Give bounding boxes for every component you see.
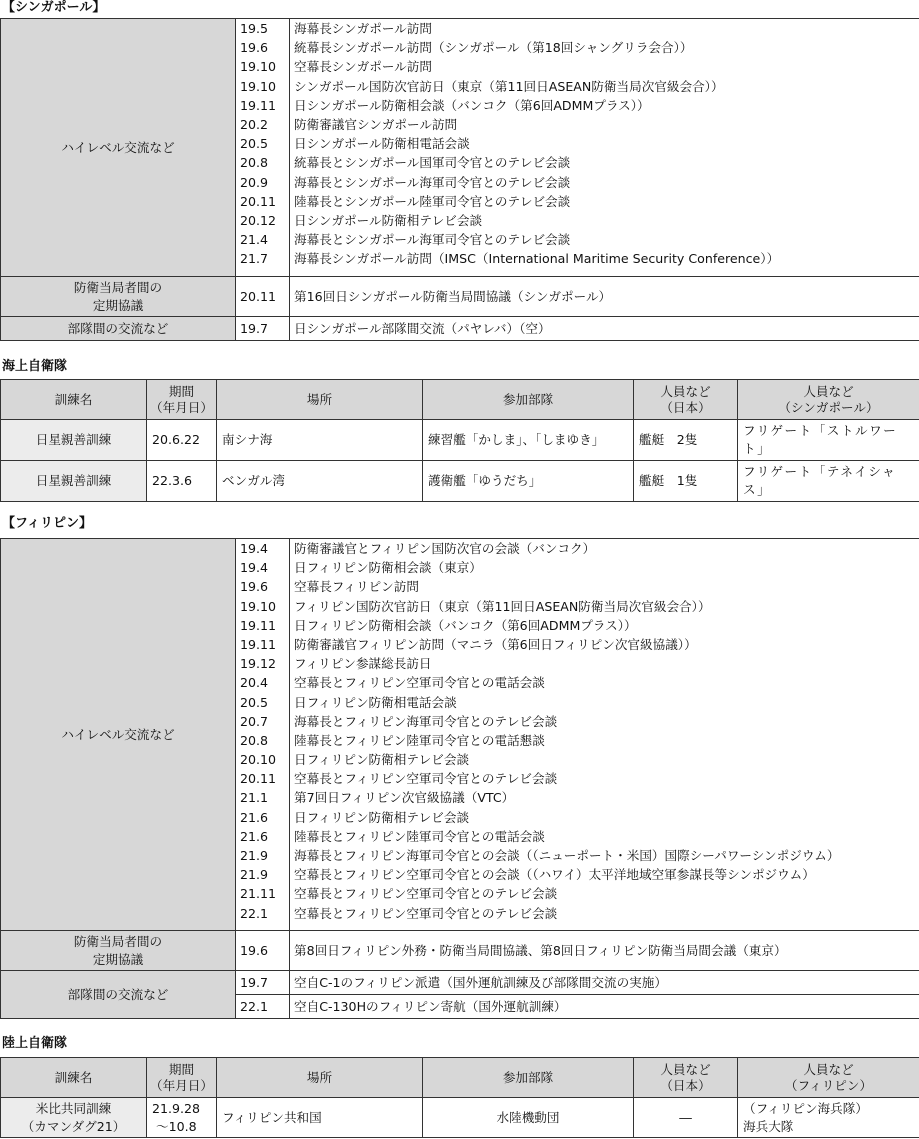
partner-line2: ス」 xyxy=(743,482,772,497)
category-regular-consultation xyxy=(1,931,236,971)
training-units: 水陸機動団 xyxy=(423,1098,634,1138)
header-partner-line2: （シンガポール） xyxy=(778,399,879,415)
list-item-date: 19.11 xyxy=(240,97,277,113)
header-period-line2: （年月日） xyxy=(150,1077,213,1093)
table-row xyxy=(1,420,919,461)
list-item: 空幕長シンガポール訪問 xyxy=(294,59,432,75)
header-period-line1: 期間 xyxy=(168,383,195,399)
list-item: 海幕長とシンガポール海軍司令官とのテレビ会談 xyxy=(294,232,571,248)
list-item: 第7回日フィリピン次官級協議（VTC） xyxy=(294,790,515,806)
list-item: 海幕長とフィリピン海軍司令官との会談（（ニューポート・米国）国際シーパワーシンポジウム） xyxy=(294,848,840,863)
header-jp-line1: 人員など xyxy=(660,1061,711,1077)
list-item-date: 20.8 xyxy=(240,732,269,748)
training-personnel-japan: ― xyxy=(634,1098,738,1138)
list-item-date: 19.6 xyxy=(240,579,269,595)
list-item-date: 19.6 xyxy=(240,40,269,56)
list-item-date: 20.2 xyxy=(240,116,269,132)
list-item-date: 19.10 xyxy=(240,598,277,614)
list-item-date: 20.8 xyxy=(240,155,269,171)
list-item: 海幕長シンガポール訪問（IMSC（International Maritime Security Conference）） xyxy=(294,251,780,267)
list-item-date: 21.7 xyxy=(240,251,269,267)
list-item: 日フィリピン防衛相会談（東京） xyxy=(294,560,482,576)
list-item-date: 19.4 xyxy=(240,560,269,576)
category-high-level: ハイレベル交流など xyxy=(1,539,236,931)
partner-line1: フリゲート「ストルワー xyxy=(743,423,898,438)
philippines-regular-row xyxy=(1,931,919,971)
header-partner-line1: 人員など xyxy=(803,383,854,399)
unit-text: 日シンガポール部隊間交流（パヤレバ）（空） xyxy=(290,317,919,341)
header-units: 参加部隊 xyxy=(423,380,634,420)
section-title-singapore: 【シンガポール】 xyxy=(2,0,106,15)
unit-date: 22.1 xyxy=(236,995,290,1019)
list-item: 防衛審議官シンガポール訪問 xyxy=(294,116,458,132)
list-item: 日フィリピン防衛相テレビ会談 xyxy=(294,809,470,825)
header-personnel-japan xyxy=(634,1058,738,1098)
list-item: 日フィリピン防衛相会談（バンコク（第6回ADMMプラス）） xyxy=(294,617,637,633)
category-label-line2: 定期協議 xyxy=(92,297,144,313)
list-item: 日シンガポール防衛相テレビ会談 xyxy=(294,212,483,228)
category-label-line1: 防衛当局者間の xyxy=(73,933,163,949)
singapore-exchange-table xyxy=(0,18,919,341)
training-place: フィリピン共和国 xyxy=(217,1098,423,1138)
header-training-name: 訓練名 xyxy=(1,1058,147,1098)
list-item-date: 20.9 xyxy=(240,174,269,190)
list-item-date: 21.6 xyxy=(240,809,269,825)
header-period-line2: （年月日） xyxy=(150,399,213,415)
list-item-date: 19.5 xyxy=(240,21,269,36)
regular-date: 20.11 xyxy=(236,277,290,317)
philippines-unit-row xyxy=(1,971,919,995)
header-personnel-partner xyxy=(738,380,919,420)
training-period: 22.3.6 xyxy=(147,461,217,502)
training-name-line2: （カマンダグ21） xyxy=(21,1118,126,1134)
list-item-date: 21.9 xyxy=(240,867,269,883)
philippines-high-level-row xyxy=(1,539,919,931)
category-regular-consultation xyxy=(1,277,236,317)
list-item-date: 20.5 xyxy=(240,694,269,710)
singapore-regular-row xyxy=(1,277,919,317)
header-jp-line2: （日本） xyxy=(660,1077,711,1093)
header-training-name: 訓練名 xyxy=(1,380,147,420)
list-item-date: 19.11 xyxy=(240,617,277,633)
partner-line1: （フィリピン海兵隊） xyxy=(743,1100,868,1116)
training-place: ベンガル湾 xyxy=(217,461,423,502)
list-item-date: 20.11 xyxy=(240,193,277,209)
header-place: 場所 xyxy=(217,1058,423,1098)
training-name xyxy=(1,1098,147,1138)
list-item: フィリピン国防次官訪日（東京（第11回日ASEAN防衛当局次官級会合）） xyxy=(294,598,711,614)
list-item: 防衛審議官フィリピン訪問（マニラ（第6回日フィリピン次官級協議）） xyxy=(294,636,697,652)
list-item-date: 20.7 xyxy=(240,713,269,729)
regular-text: 第8回日フィリピン外務・防衛当局間協議、第8回日フィリピン防衛当局間会議（東京） xyxy=(290,931,919,971)
category-high-level: ハイレベル交流など xyxy=(1,19,236,277)
header-partner-line1: 人員など xyxy=(803,1061,854,1077)
category-label-line1: 防衛当局者間の xyxy=(73,279,163,295)
header-personnel-japan xyxy=(634,380,738,420)
list-item: 海幕長とシンガポール海軍司令官とのテレビ会談 xyxy=(294,174,571,190)
partner-line2: 海兵大隊 xyxy=(743,1118,794,1134)
regular-date: 19.6 xyxy=(236,931,290,971)
partner-line2: ト」 xyxy=(743,441,772,456)
list-item-date: 21.4 xyxy=(240,232,269,248)
list-item: 空幕長とフィリピン空軍司令官とのテレビ会談 xyxy=(294,905,558,921)
list-item: 海幕長とフィリピン海軍司令官とのテレビ会談 xyxy=(294,713,558,729)
singapore-high-level-row xyxy=(1,19,919,277)
list-item: 海幕長シンガポール訪問 xyxy=(294,21,432,36)
category-unit-exchange: 部隊間の交流など xyxy=(1,971,236,1019)
list-item: シンガポール国防次官訪日（東京（第11回日ASEAN防衛当局次官級会合）） xyxy=(294,78,724,94)
philippines-exchange-table xyxy=(0,538,919,1019)
training-personnel-partner xyxy=(738,420,919,461)
training-personnel-partner xyxy=(738,1098,919,1138)
list-item-date: 20.5 xyxy=(240,136,269,152)
list-item-date: 19.10 xyxy=(240,59,277,75)
list-item-date: 19.10 xyxy=(240,78,277,94)
list-item: 日シンガポール防衛相電話会談 xyxy=(294,136,470,152)
header-personnel-partner xyxy=(738,1058,919,1098)
training-name-line1: 米比共同訓練 xyxy=(35,1100,112,1116)
high-level-items xyxy=(290,19,919,277)
high-level-items xyxy=(290,539,919,931)
training-period xyxy=(147,1098,217,1138)
list-item-date: 21.6 xyxy=(240,828,269,844)
list-item-date: 19.11 xyxy=(240,636,277,652)
table-row xyxy=(1,1098,919,1138)
list-item: 防衛審議官とフィリピン国防次官の会談（バンコク） xyxy=(294,541,596,556)
list-item: 日フィリピン防衛相電話会談 xyxy=(294,694,457,710)
training-period: 20.6.22 xyxy=(147,420,217,461)
table-header-row xyxy=(1,380,919,420)
msdf-training-table xyxy=(0,379,919,502)
category-label-line2: 定期協議 xyxy=(92,951,144,967)
training-units: 護衛艦「ゆうだち」 xyxy=(423,461,634,502)
list-item: 空幕長とフィリピン空軍司令官との電話会談 xyxy=(294,675,545,691)
period-line1: 21.9.28 xyxy=(152,1100,201,1116)
section-title-philippines: 【フィリピン】 xyxy=(2,516,92,531)
training-place: 南シナ海 xyxy=(217,420,423,461)
list-item: 空幕長フィリピン訪問 xyxy=(294,579,419,595)
list-item-date: 21.1 xyxy=(240,790,269,806)
training-personnel-japan: 艦艇 2隻 xyxy=(634,420,738,461)
list-item-date: 20.10 xyxy=(240,752,277,768)
table-row xyxy=(1,461,919,502)
header-period xyxy=(147,380,217,420)
high-level-dates xyxy=(236,539,290,931)
category-unit-exchange: 部隊間の交流など xyxy=(1,317,236,341)
list-item: 日フィリピン防衛相テレビ会談 xyxy=(294,752,470,768)
unit-date: 19.7 xyxy=(236,317,290,341)
training-personnel-partner xyxy=(738,461,919,502)
list-item: 空幕長とフィリピン空軍司令官との会談（（ハワイ）太平洋地域空軍参謀長等シンポジウム） xyxy=(294,867,815,883)
header-partner-line2: （フィリピン） xyxy=(784,1077,873,1093)
table-header-row xyxy=(1,1058,919,1098)
list-item-date: 19.4 xyxy=(240,541,269,556)
list-item-date: 19.12 xyxy=(240,656,277,672)
high-level-dates xyxy=(236,19,290,277)
list-item: 統幕長とシンガポール国軍司令官とのテレビ会談 xyxy=(294,155,571,171)
training-name: 日星親善訓練 xyxy=(1,420,147,461)
training-name: 日星親善訓練 xyxy=(1,461,147,502)
header-period-line1: 期間 xyxy=(168,1061,195,1077)
unit-date: 19.7 xyxy=(236,971,290,995)
list-item-date: 21.11 xyxy=(240,886,277,902)
period-line2: ～10.8 xyxy=(156,1118,197,1134)
unit-text: 空自C-1のフィリピン派遣（国外運航訓練及び部隊間交流の実施） xyxy=(290,971,919,995)
section-title-gsdf: 陸上自衛隊 xyxy=(2,1036,68,1051)
regular-text: 第16回日シンガポール防衛当局間協議（シンガポール） xyxy=(290,277,919,317)
list-item-date: 20.12 xyxy=(240,212,277,228)
training-personnel-japan: 艦艇 1隻 xyxy=(634,461,738,502)
list-item-date: 22.1 xyxy=(240,905,269,921)
list-item: 空幕長とフィリピン空軍司令官とのテレビ会談 xyxy=(294,771,558,787)
gsdf-training-table xyxy=(0,1057,919,1138)
header-period xyxy=(147,1058,217,1098)
training-units: 練習艦「かしま」、「しまゆき」 xyxy=(423,420,634,461)
list-item: フィリピン参謀総長訪日 xyxy=(294,656,432,672)
section-title-msdf: 海上自衛隊 xyxy=(2,359,68,374)
list-item: 日シンガポール防衛相会談（バンコク（第6回ADMMプラス）） xyxy=(294,97,650,113)
list-item: 陸幕長とフィリピン陸軍司令官との電話懇談 xyxy=(294,732,545,748)
unit-text: 空自C-130Hのフィリピン寄航（国外運航訓練） xyxy=(290,995,919,1019)
header-jp-line1: 人員など xyxy=(660,383,711,399)
list-item: 空幕長とフィリピン空軍司令官とのテレビ会談 xyxy=(294,886,558,902)
list-item-date: 21.9 xyxy=(240,848,269,863)
list-item: 陸幕長とフィリピン陸軍司令官との電話会談 xyxy=(294,828,545,844)
list-item: 陸幕長とシンガポール陸軍司令官とのテレビ会談 xyxy=(294,193,571,209)
header-jp-line2: （日本） xyxy=(660,399,711,415)
partner-line1: フリゲート「テネイシャ xyxy=(743,464,897,479)
singapore-unit-row xyxy=(1,317,919,341)
header-place: 場所 xyxy=(217,380,423,420)
list-item: 統幕長シンガポール訪問（シンガポール（第18回シャングリラ会合）） xyxy=(294,40,693,56)
list-item-date: 20.11 xyxy=(240,771,277,787)
list-item-date: 20.4 xyxy=(240,675,269,691)
header-units: 参加部隊 xyxy=(423,1058,634,1098)
